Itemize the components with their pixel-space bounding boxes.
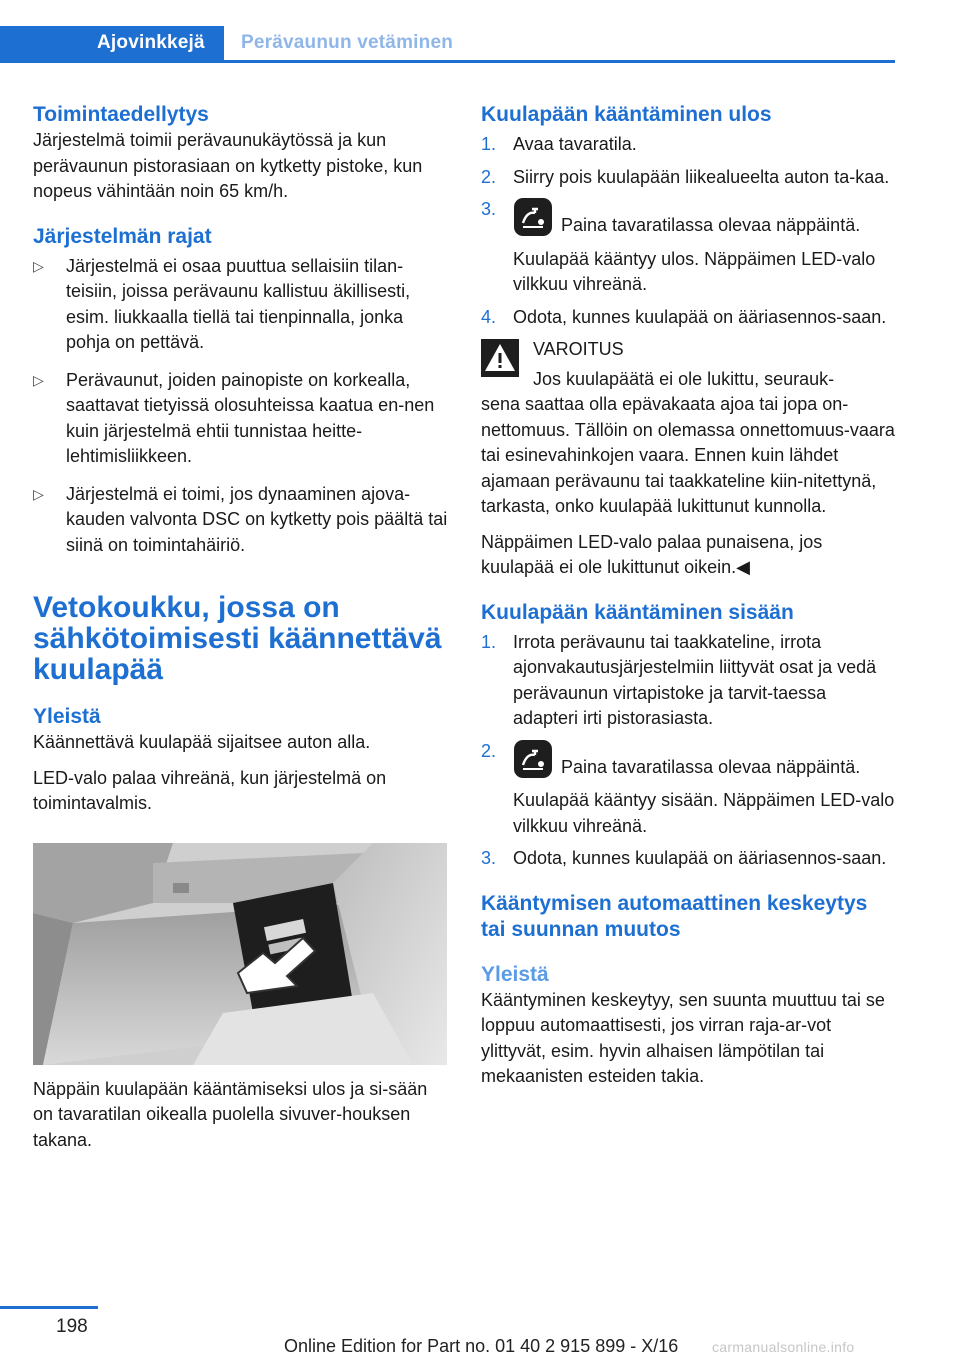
warning-box — [481, 337, 895, 520]
list-item: 3. Paina tavaratilassa olevaa näppäintä. Kuulapää kääntyy ulos. Näppäimen LED-valo vilkkuu vihreänä. — [481, 199, 876, 294]
in-steps — [481, 630, 895, 872]
watermark: carmanualsonline.info — [712, 1339, 855, 1355]
paragraph-auto: Kääntyminen keskeytyy, sen suunta muuttuu tai se loppuu automaattisesti, jos virran raja-ar-vot ylittyvät, esim. hyvin alhaisen lämpötilan tai mekaanisten esteiden takia. — [481, 989, 885, 1086]
heading-out: Kuulapään kääntäminen ulos — [481, 103, 772, 126]
list-item: ▷ Järjestelmä ei osaa puuttua sellaisiin tilan-teisiin, joissa perävaunu kallistuu äkillisesti, esim. liukkaalla tiellä tai tienpinnalla, jonka pohja on pettävä. — [33, 255, 411, 352]
triangle-right-icon: ▷ — [33, 371, 44, 388]
trunk-photo — [33, 843, 447, 1065]
triangle-right-icon: ▷ — [33, 485, 44, 502]
page-number-rule — [0, 1306, 98, 1309]
tow-hitch-button-icon — [513, 739, 553, 779]
paragraph-general-2: LED-valo palaa vihreänä, kun järjestelmä on toimintavalmis. — [33, 767, 387, 813]
heading-in: Kuulapään kääntäminen sisään — [481, 600, 794, 624]
limits-list — [33, 254, 451, 559]
triangle-right-icon: ▷ — [33, 257, 44, 274]
list-item: ▷ Järjestelmä ei toimi, jos dynaaminen ajova-kauden valvonta DSC on kytketty pois päältä tai siinä on toimintahäiriö. — [33, 483, 448, 555]
heading-limits: Järjestelmän rajat — [33, 224, 212, 248]
page-header — [0, 26, 895, 62]
warning-title: VAROITUS — [533, 339, 624, 359]
out-steps — [481, 132, 895, 330]
list-item: 2. Paina tavaratilassa olevaa näppäintä. Kuulapää kääntyy sisään. Näppäimen LED-valo vilkkuu vihreänä. — [481, 740, 895, 836]
list-item: ▷ Perävaunut, joiden painopiste on korkealla, saattavat tietyissä olosuhteissa kaatua en-nen kuin järjestelmä ehtii tunnistaa heitte-lehtimisliikkeen. — [33, 369, 435, 466]
list-item: 4. Odota, kunnes kuulapää on ääriasennos-saan. — [481, 306, 887, 327]
photo-caption: Näppäin kuulapään kääntämiseksi ulos ja si-sään on tavaratilan oikealla puolella sivuver-houksen takana. — [33, 1078, 428, 1150]
paragraph-led: Näppäimen LED-valo palaa punaisena, jos kuulapää ei ole lukittunut oikein.◀ — [481, 531, 823, 577]
right-column — [481, 102, 895, 1090]
paragraph-general-1: Käännettävä kuulapää sijaitsee auton alla. — [33, 732, 371, 752]
paragraph-condition: Järjestelmä toimii perävaunukäytössä ja kun perävaunun pistorasiaan on kytketty pistoke, kun nopeus vähintään noin 65 km/h. — [33, 130, 423, 201]
tow-hitch-button-icon — [513, 197, 553, 237]
header-tab-active: Ajovinkkejä — [0, 26, 224, 62]
edition-footer: Online Edition for Part no. 01 40 2 915 899 - X/16 — [284, 1336, 679, 1356]
warning-text-2: sena saattaa olla epävakaata ajoa tai jopa on-nettomuus. Tällöin on olemassa onnettomuus-vaara tai esinevahinkojen vaara. Ennen kuin lähdet ajamaan perävaunu tai taakkateline kiin-nitettynä, tarkasta, onko kuulapää lukittunut kunnolla. — [481, 394, 895, 516]
page-number: 198 — [56, 1316, 88, 1337]
header-rule — [0, 60, 895, 63]
heading-auto: Kääntymisen automaattinen keskeytys tai suunnan muutos — [481, 891, 868, 941]
left-column — [33, 102, 451, 1153]
list-item: 2. Siirry pois kuulapään liikealueelta auton ta-kaa. — [481, 166, 890, 187]
heading-general: Yleistä — [33, 705, 101, 728]
warning-triangle-icon — [481, 339, 519, 377]
warning-text-1: Jos kuulapäätä ei ole lukittu, seurauk- — [533, 368, 835, 389]
list-item: 3. Odota, kunnes kuulapää on ääriasennos-saan. — [481, 848, 887, 868]
header-tab-inactive: Perävaunun vetäminen — [241, 32, 454, 53]
section-title: Vetokoukku, jossa on sähkötoimisesti käännettävä kuulapää — [33, 591, 442, 686]
heading-condition: Toimintaedellytys — [33, 103, 209, 126]
heading-general-right: Yleistä — [481, 962, 549, 986]
list-item: 1. Avaa tavaratila. — [481, 134, 637, 154]
list-item: 1. Irrota perävaunu tai taakkateline, irrota ajonvakautusjärjestelmiin liittyvät osat ja vedä perävaunun virtapistoke ja tarvit-taessa adapteri irti pistorasiasta. — [481, 631, 877, 728]
